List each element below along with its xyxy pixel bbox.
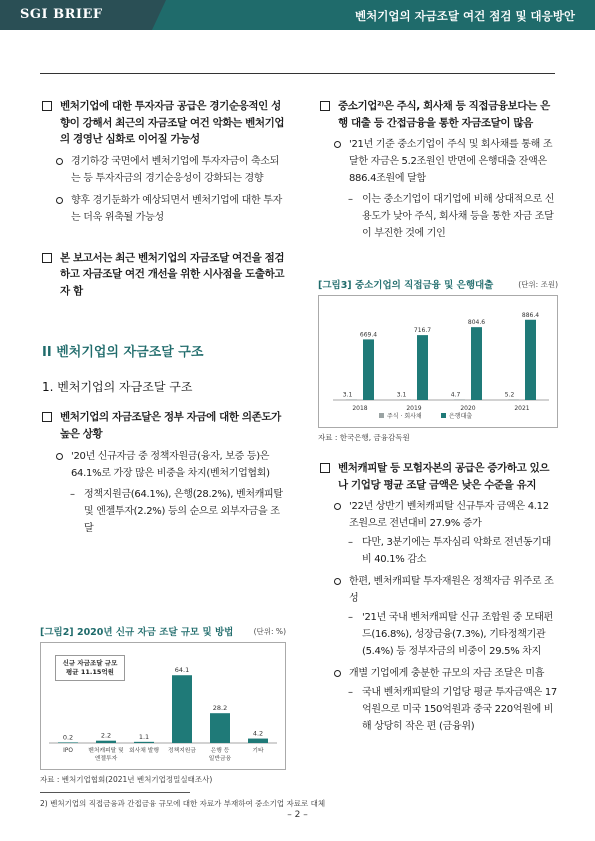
dash-bullet-icon: –	[70, 489, 75, 500]
data-label: 28.2	[212, 704, 228, 713]
data-label: 804.6	[467, 319, 486, 327]
figure-2-unit: (단위: %)	[253, 627, 286, 636]
bullet-text: 벤처기업의 자금조달은 정부 자금에 대한 의존도가 높은 상황	[60, 411, 281, 440]
left-column	[40, 98, 286, 537]
bar	[248, 739, 268, 743]
data-label: 3.1	[342, 391, 353, 399]
x-tick-label: 2018	[352, 405, 368, 412]
x-tick-label: 기타	[252, 748, 264, 754]
circle-bullet-icon	[334, 141, 341, 148]
figure-3	[318, 277, 558, 443]
data-label: 0.2	[62, 733, 74, 742]
bar	[454, 399, 465, 400]
data-label: 1.1	[138, 732, 150, 741]
brand-title: SGI BRIEF	[20, 7, 103, 22]
bullet-text: 벤처기업에 대한 투자자금 공급은 경기순응적인 성향이 강해서 최근의 자금조달 여건 악화는 벤처기업의 경영난 심화로 이어질 가능성	[60, 100, 285, 145]
legend-swatch	[379, 413, 384, 418]
sub-item	[334, 498, 558, 532]
bullet-item	[40, 409, 286, 442]
footnote: 2) 벤처기업의 직접금융과 간접금융 규모에 대한 자료가 부재하여 중소기업 자료로 대체	[40, 799, 326, 808]
dash-text: 국내 벤처캐피탈의 기업당 평균 투자금액은 17억원으로 미국 150억원과 중국 220억원에 비해 상당히 작은 편 (금융위)	[362, 687, 557, 732]
bullet-item	[40, 98, 286, 148]
x-tick-label: 2021	[514, 405, 530, 412]
square-bullet-icon	[42, 253, 52, 263]
figure-3-title: [그림3] 중소기업의 직접금융 및 은행대출	[318, 280, 494, 291]
data-label: 3.1	[396, 391, 407, 399]
data-label: 716.7	[413, 327, 432, 335]
square-bullet-icon	[320, 101, 330, 111]
circle-bullet-icon	[56, 453, 63, 460]
dash-bullet-icon: –	[348, 537, 353, 548]
bar	[58, 742, 78, 743]
bar	[363, 339, 374, 400]
figure-3-unit: (단위: 조원)	[518, 280, 558, 289]
bar	[400, 399, 411, 400]
dash-item	[70, 486, 286, 537]
bar	[508, 399, 519, 400]
sub-item	[334, 136, 558, 187]
data-label: 4.2	[252, 729, 264, 738]
x-tick-label: IPO	[63, 748, 73, 754]
dash-text: 이는 중소기업이 대기업에 비해 상대적으로 신용도가 낮아 주식, 회사채 등을 통한 자금 조달이 부진한 것에 기인	[362, 194, 555, 239]
dash-item	[348, 191, 558, 242]
bar	[134, 742, 154, 743]
x-tick-label: 2019	[406, 405, 422, 412]
bullet-item	[318, 98, 558, 131]
x-tick-label: 정책지원금	[168, 748, 196, 754]
bar	[346, 399, 357, 400]
sub-item	[334, 665, 558, 682]
x-tick-label: 일반금융	[208, 756, 232, 762]
data-label: 2.2	[100, 731, 112, 740]
right-column	[318, 98, 558, 242]
dash-item	[348, 684, 558, 735]
legend-label: 은행대출	[449, 413, 473, 420]
sub-text: '22년 상반기 벤처캐피탈 신규투자 금액은 4.12조원으로 전년대비 27.9% 증가	[349, 501, 549, 529]
figure-2-chart-box	[40, 642, 286, 770]
footnote-rule	[40, 792, 190, 793]
header-brand-edge	[152, 0, 166, 30]
x-tick-label: 엔젤투자	[94, 756, 118, 762]
figure-3-title-row	[318, 277, 558, 291]
data-label: 5.2	[504, 391, 515, 399]
sub-item	[56, 192, 286, 226]
dash-bullet-icon: –	[348, 194, 353, 205]
bar	[525, 320, 536, 400]
figure-3-source: 자료 : 한국은행, 금융감독원	[318, 433, 410, 442]
circle-bullet-icon	[56, 158, 63, 165]
dash-item	[348, 534, 558, 568]
data-label: 64.1	[174, 666, 190, 675]
annotation-line: 신규 자금조달 규모	[62, 659, 118, 667]
figure-2-title: [그림2] 2020년 신규 자금 조달 규모 및 방법	[40, 627, 234, 638]
sub-item	[56, 448, 286, 482]
bullet-text: 본 보고서는 최근 벤처기업의 자금조달 여건을 점검하고 자금조달 여건 개선을 위한 시사점을 도출하고자 함	[60, 251, 285, 297]
dash-text: 다만, 3분기에는 투자심리 악화로 전년동기대비 40.1% 감소	[362, 537, 551, 565]
figure-2-title-row	[40, 624, 286, 638]
sub-text: '21년 기준 중소기업이 주식 및 회사채를 통해 조달한 자금은 5.2조원인 반면에 은행대출 잔액은 886.4조원에 달함	[349, 139, 553, 184]
square-bullet-icon	[42, 412, 52, 422]
dash-text: 정책지원금(64.1%), 은행(28.2%), 벤처캐피탈 및 엔젤투자(2.2%) 등의 순으로 외부자금을 조달	[84, 489, 283, 534]
x-tick-label: 벤처캐피탈 및	[88, 748, 124, 754]
page-header	[0, 0, 595, 30]
subsection-title: 1. 벤처기업의 자금조달 구조	[42, 380, 193, 394]
figure-2-source: 자료 : 벤처기업협회(2021년 벤처기업정밀실태조사)	[40, 775, 213, 784]
figure-3-chart	[319, 296, 557, 427]
bullet-text: 중소기업²⁾은 주식, 회사채 등 직접금융보다는 은행 대출 등 간접금융을 통한 자금조달이 많음	[338, 100, 550, 129]
dash-bullet-icon: –	[348, 687, 353, 698]
data-label: 886.4	[521, 311, 540, 319]
sub-text: 향후 경기둔화가 예상되면서 벤처기업에 대한 투자는 더욱 위축될 가능성	[71, 194, 282, 223]
sub-item	[56, 153, 286, 187]
x-tick-label: 은행 등	[210, 748, 230, 754]
sub-text: 경기하강 국면에서 벤처기업에 투자자금이 축소되는 등 투자자금의 경기순응성이 강화되는 경향	[71, 155, 280, 184]
sub-item	[334, 573, 558, 607]
figure-2-annotation	[55, 655, 125, 681]
circle-bullet-icon	[56, 197, 63, 204]
legend-swatch	[441, 413, 446, 418]
bar	[471, 327, 482, 400]
sub-text: '20년 신규자금 중 정책자원금(융자, 보증 등)은 64.1%로 가장 많은 비중을 차지(벤처기업협회)	[71, 451, 270, 479]
bar	[210, 713, 230, 743]
section-title: II 벤처기업의 자금조달 구조	[42, 345, 204, 360]
figure-2	[40, 624, 286, 785]
bar	[172, 675, 192, 743]
dash-item	[348, 609, 558, 660]
bullet-item	[40, 250, 286, 300]
annotation-line: 평균 11.15억원	[66, 668, 114, 676]
circle-bullet-icon	[334, 670, 341, 677]
dash-text: '21년 국내 벤처캐피탈 신규 조합원 중 모태펀드(16.8%), 성장금융(7.3%), 기타정책기관(5.4%) 등 정부자금의 비중이 29.5% 차지	[362, 612, 553, 657]
circle-bullet-icon	[334, 503, 341, 510]
x-tick-label: 회사채 발행	[129, 748, 159, 754]
bar	[96, 741, 116, 743]
figure-3-chart-box	[318, 295, 558, 428]
top-rule	[40, 73, 555, 74]
sub-text: 개별 기업에게 충분한 규모의 자금 조달은 미흡	[349, 668, 545, 679]
bar	[417, 335, 428, 400]
x-tick-label: 2020	[460, 405, 476, 412]
sub-text: 한편, 벤처캐피탈 투자재원은 정책자금 위주로 조성	[349, 576, 554, 604]
page-number: – 2 –	[287, 810, 308, 820]
bullet-item	[318, 460, 558, 493]
bullet-text: 벤처캐피탈 등 모험자본의 공급은 증가하고 있으나 기업당 평균 조달 금액은 낮은 수준을 유지	[338, 462, 550, 491]
circle-bullet-icon	[334, 578, 341, 585]
report-title: 벤처기업의 자금조달 여건 점검 및 대응방안	[355, 9, 575, 23]
legend-label: 주식 · 회사채	[387, 413, 422, 420]
data-label: 4.7	[450, 391, 461, 399]
square-bullet-icon	[320, 463, 330, 473]
dash-bullet-icon: –	[348, 612, 353, 623]
right-column-lower	[318, 460, 558, 735]
data-label: 669.4	[359, 331, 378, 339]
square-bullet-icon	[42, 101, 52, 111]
